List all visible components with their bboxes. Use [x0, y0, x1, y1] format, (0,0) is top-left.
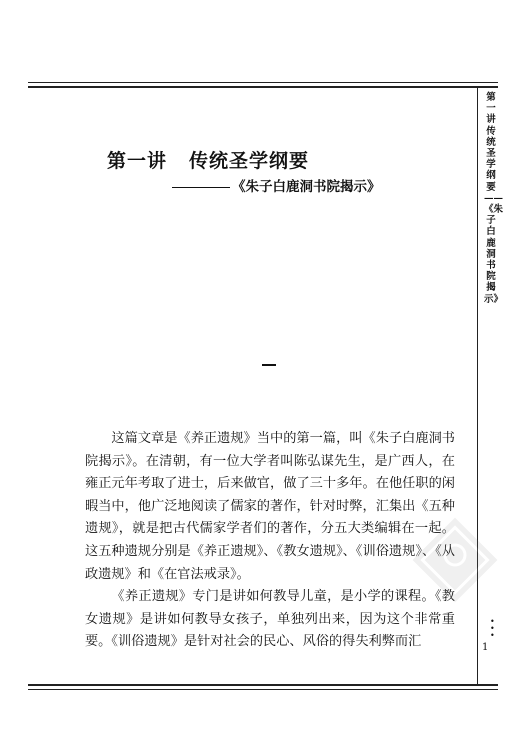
chapter-number: 第一讲	[107, 150, 168, 172]
chapter-name: 传统圣学纲要	[189, 150, 310, 172]
chapter-subtitle	[172, 175, 381, 195]
top-rule-thin	[28, 82, 498, 83]
paragraph: 《养正遗规》专门是讲如何教导儿童，是小学的课程。《教女遗规》是讲如何教导女孩子，单独列出来，因为这个非常重要。《训俗遗规》是针对社会的民心、风俗的得失利弊而汇	[85, 589, 455, 650]
bottom-rule-thick	[28, 684, 498, 686]
chapter-title	[107, 146, 309, 173]
watermark-seal-icon	[400, 505, 510, 615]
paragraph: 这篇文章是《养正遗规》当中的第一篇，叫《朱子白鹿洞书院揭示》。在清朝，有一位大学者叫陈弘谋先生，是广西人，在雍正元年考取了进士，后来做官，做了三十多年。在他任职的闲暇当中，他广泛地阅读了儒家的著作，针对时弊，汇集出《五种遗规》，就是把古代儒家学者们的著作，分五大类编辑在一起。这五种遗规分别是《养正遗规》、《教女遗规》、《训俗遗规》、《从政遗规》和《在官法戒录》。	[85, 431, 455, 582]
running-side-header: 第一讲 传统圣学纲要——《朱子白鹿洞书院揭示》	[484, 92, 504, 305]
bottom-rule-thin	[28, 689, 498, 690]
section-number-mark	[262, 364, 276, 366]
edge-dots: • • •	[490, 617, 495, 640]
subtitle-dash	[172, 187, 230, 188]
page-number: 1	[482, 642, 489, 653]
top-rule-thick	[28, 86, 498, 88]
subtitle-text: 《朱子白鹿洞书院揭示》	[232, 179, 381, 195]
